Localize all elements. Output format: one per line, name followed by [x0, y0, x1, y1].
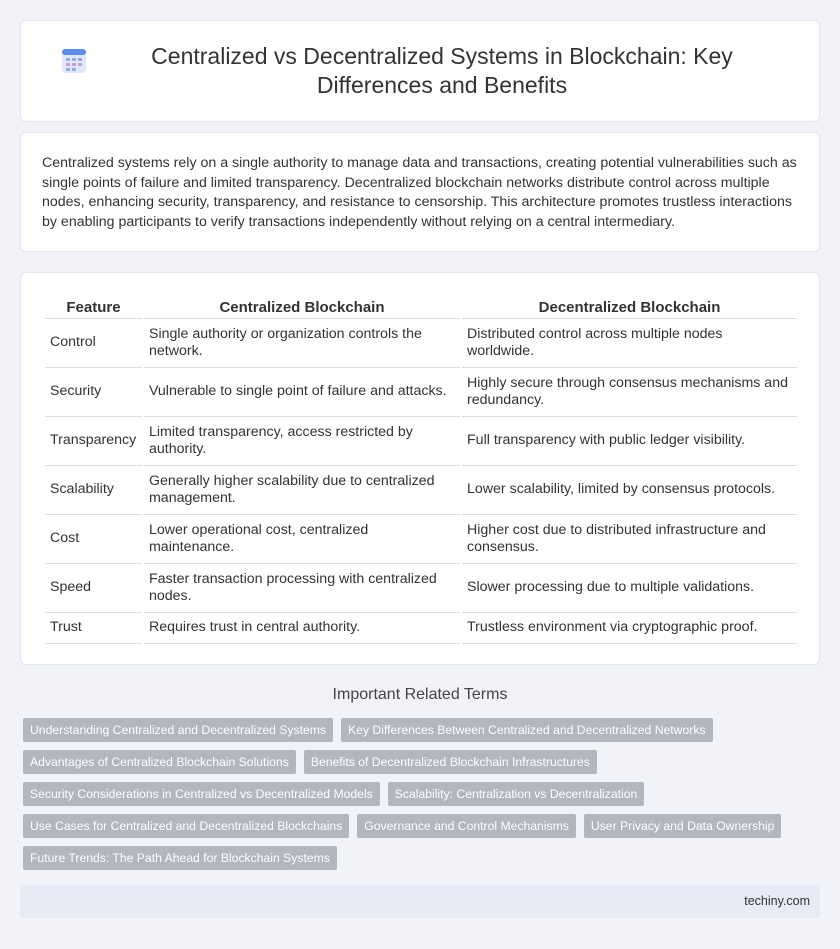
- table-row: [45, 319, 797, 368]
- feature-cell: Speed: [45, 564, 142, 613]
- decentralized-cell: Higher cost due to distributed infrastructure and consensus.: [462, 515, 797, 564]
- related-term-tag[interactable]: Scalability: Centralization vs Decentralization: [388, 782, 645, 806]
- document-grid-icon: [61, 48, 87, 74]
- decentralized-cell: Slower processing due to multiple validations.: [462, 564, 797, 613]
- related-term-tag[interactable]: Understanding Centralized and Decentralized Systems: [23, 718, 333, 742]
- centralized-cell: Single authority or organization controls the network.: [144, 319, 460, 368]
- intro-paragraph: Centralized systems rely on a single authority to manage data and transactions, creating potential vulnerabilities such as single points of failure and limited transparency. Decentralized blockchain networks distribute control across multiple nodes, enhancing security, transparency, and resistance to censorship. This architecture promotes trustless interactions by enabling participants to verify transactions independently without relying on a central intermediary.: [42, 155, 797, 230]
- feature-cell: Security: [45, 368, 142, 417]
- related-term-tag[interactable]: Governance and Control Mechanisms: [357, 814, 576, 838]
- related-term-tag[interactable]: Future Trends: The Path Ahead for Blockchain Systems: [23, 846, 337, 870]
- related-term-tag[interactable]: Advantages of Centralized Blockchain Solutions: [23, 750, 296, 774]
- centralized-cell: Vulnerable to single point of failure and attacks.: [144, 368, 460, 417]
- comparison-table-card: [20, 272, 820, 665]
- decentralized-cell: Trustless environment via cryptographic proof.: [462, 613, 797, 644]
- decentralized-cell: Full transparency with public ledger visibility.: [462, 417, 797, 466]
- centralized-cell: Generally higher scalability due to centralized management.: [144, 466, 460, 515]
- feature-cell: Trust: [45, 613, 142, 644]
- header-decentralized: Decentralized Blockchain: [462, 295, 797, 319]
- related-term-tag[interactable]: Key Differences Between Centralized and Decentralized Networks: [341, 718, 712, 742]
- decentralized-cell: Lower scalability, limited by consensus protocols.: [462, 466, 797, 515]
- table-row: [45, 368, 797, 417]
- table-row: [45, 417, 797, 466]
- feature-cell: Cost: [45, 515, 142, 564]
- header-centralized: Centralized Blockchain: [144, 295, 460, 319]
- related-term-tag[interactable]: Benefits of Decentralized Blockchain Infrastructures: [304, 750, 597, 774]
- centralized-cell: Requires trust in central authority.: [144, 613, 460, 644]
- decentralized-cell: Distributed control across multiple nodes worldwide.: [462, 319, 797, 368]
- related-term-tag[interactable]: Security Considerations in Centralized vs Decentralized Models: [23, 782, 380, 806]
- related-terms-heading: Important Related Terms: [332, 686, 508, 703]
- header-feature: Feature: [45, 295, 142, 319]
- table-header-row: [45, 295, 797, 319]
- table-row: [45, 613, 797, 644]
- header-card: [20, 20, 820, 122]
- related-term-tag[interactable]: Use Cases for Centralized and Decentralized Blockchains: [23, 814, 349, 838]
- footer-bar: [20, 885, 820, 918]
- comparison-table: [43, 295, 799, 644]
- page-title: Centralized vs Decentralized Systems in Blockchain: Key Differences and Benefits: [151, 43, 733, 98]
- feature-cell: Scalability: [45, 466, 142, 515]
- centralized-cell: Limited transparency, access restricted by authority.: [144, 417, 460, 466]
- centralized-cell: Lower operational cost, centralized maintenance.: [144, 515, 460, 564]
- related-term-tag[interactable]: User Privacy and Data Ownership: [584, 814, 782, 838]
- footer-site-link[interactable]: techiny.com: [744, 894, 810, 908]
- feature-cell: Transparency: [45, 417, 142, 466]
- related-terms-list: [23, 718, 813, 878]
- title-wrap: [61, 42, 779, 100]
- intro-card: [20, 132, 820, 252]
- feature-cell: Control: [45, 319, 142, 368]
- decentralized-cell: Highly secure through consensus mechanisms and redundancy.: [462, 368, 797, 417]
- table-row: [45, 466, 797, 515]
- table-row: [45, 515, 797, 564]
- table-row: [45, 564, 797, 613]
- centralized-cell: Faster transaction processing with centralized nodes.: [144, 564, 460, 613]
